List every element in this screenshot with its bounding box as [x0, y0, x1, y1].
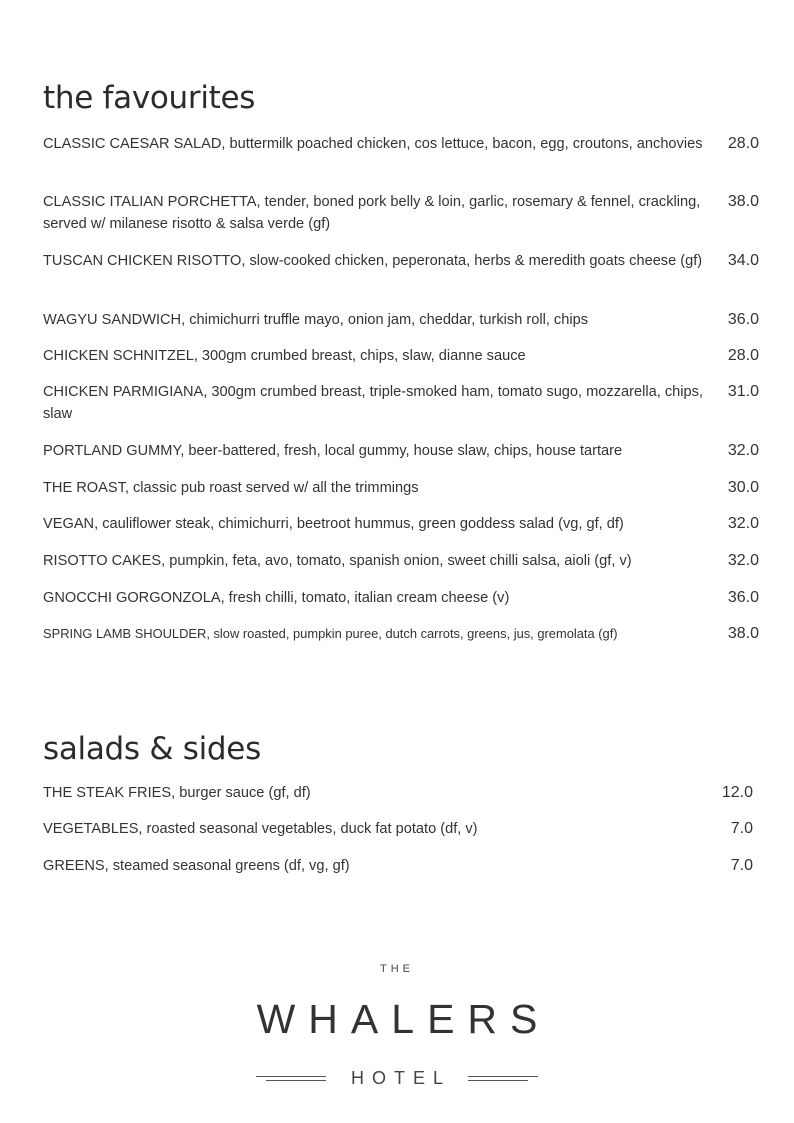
logo-hotel-text: HOTEL — [350, 1068, 451, 1088]
menu-item — [43, 550, 759, 572]
item-description: TUSCAN CHICKEN RISOTTO, slow-cooked chicken, peperonata, herbs & meredith goats cheese (gf) — [43, 253, 703, 269]
item-name: CLASSIC ITALIAN PORCHETTA, — [43, 194, 261, 210]
menu-item — [43, 818, 753, 840]
section-title-favourites: the favourites — [43, 80, 256, 116]
item-name: CLASSIC CAESAR SALAD, — [43, 136, 226, 152]
item-name: VEGAN, — [43, 516, 99, 532]
item-description: SPRING LAMB SHOULDER, slow roasted, pumpkin puree, dutch carrots, greens, jus, gremolata (gf) — [43, 626, 618, 641]
menu-item — [43, 345, 759, 367]
item-description: RISOTTO CAKES, pumpkin, feta, avo, tomato, spanish onion, sweet chilli salsa, aioli (gf, v) — [43, 553, 632, 569]
item-description: GREENS, steamed seasonal greens (df, vg, gf) — [43, 858, 350, 874]
logo-whalers-text: WHALERS — [256, 996, 551, 1042]
item-price: 38.0 — [727, 193, 759, 210]
item-price: 7.0 — [730, 820, 753, 837]
item-name: PORTLAND GUMMY, — [43, 443, 185, 459]
section-title-salads-sides: salads & sides — [43, 731, 261, 767]
menu-item — [43, 309, 759, 331]
menu-item — [43, 623, 759, 645]
logo-hotel-row — [256, 1064, 538, 1092]
item-price: 32.0 — [727, 442, 759, 459]
menu-item — [43, 782, 753, 804]
menu-item — [43, 587, 759, 609]
item-description: WAGYU SANDWICH, chimichurri truffle mayo, onion jam, cheddar, turkish roll, chips — [43, 312, 589, 328]
item-description: PORTLAND GUMMY, beer-battered, fresh, local gummy, house slaw, chips, house tartare — [43, 443, 623, 459]
item-price: 7.0 — [730, 857, 753, 874]
item-name: VEGETABLES, — [43, 821, 143, 837]
item-name: GREENS, — [43, 858, 109, 874]
item-price: 12.0 — [721, 784, 753, 801]
item-description: CLASSIC ITALIAN PORCHETTA, tender, boned pork belly & loin, garlic, rosemary & fennel, crackling, served w/ milanese risotto & salsa verde (gf) — [43, 194, 701, 232]
menu-item — [43, 381, 759, 425]
item-description: CLASSIC CAESAR SALAD, buttermilk poached chicken, cos lettuce, bacon, egg, croutons, anchovies — [43, 136, 703, 152]
menu-item — [43, 250, 759, 272]
menu-item — [43, 191, 759, 235]
item-price: 28.0 — [727, 135, 759, 152]
item-name: WAGYU SANDWICH, — [43, 312, 186, 328]
item-price: 36.0 — [727, 589, 759, 606]
item-description: VEGAN, cauliflower steak, chimichurri, beetroot hummus, green goddess salad (vg, gf, df) — [43, 516, 624, 532]
item-price: 34.0 — [727, 252, 759, 269]
item-name: THE ROAST, — [43, 480, 129, 496]
item-price: 31.0 — [727, 383, 759, 400]
item-price: 32.0 — [727, 515, 759, 532]
item-price: 28.0 — [727, 347, 759, 364]
menu-item — [43, 133, 759, 155]
item-name: THE STEAK FRIES, — [43, 785, 176, 801]
item-price: 30.0 — [727, 479, 759, 496]
menu-item — [43, 477, 759, 499]
logo-rule-right-bottom — [468, 1080, 528, 1081]
item-description: CHICKEN SCHNITZEL, 300gm crumbed breast, chips, slaw, dianne sauce — [43, 348, 526, 364]
item-name: RISOTTO CAKES, — [43, 553, 166, 569]
logo-the-text: THE — [380, 963, 414, 975]
item-price: 36.0 — [727, 311, 759, 328]
item-name: CHICKEN PARMIGIANA, — [43, 384, 208, 400]
menu-item — [43, 513, 759, 535]
logo-rule-right-top — [468, 1076, 538, 1077]
item-description: VEGETABLES, roasted seasonal vegetables, duck fat potato (df, v) — [43, 821, 478, 837]
item-price: 32.0 — [727, 552, 759, 569]
item-name: CHICKEN SCHNITZEL, — [43, 348, 198, 364]
item-name: GNOCCHI GORGONZOLA, — [43, 590, 225, 606]
item-price: 38.0 — [727, 625, 759, 642]
item-name: TUSCAN CHICKEN RISOTTO, — [43, 253, 246, 269]
item-description: THE STEAK FRIES, burger sauce (gf, df) — [43, 785, 311, 801]
item-description: THE ROAST, classic pub roast served w/ all the trimmings — [43, 480, 419, 496]
item-description: CHICKEN PARMIGIANA, 300gm crumbed breast, triple-smoked ham, tomato sugo, mozzarella, chips, slaw — [43, 384, 703, 422]
item-description: GNOCCHI GORGONZOLA, fresh chilli, tomato, italian cream cheese (v) — [43, 590, 510, 606]
item-name: SPRING LAMB SHOULDER, — [43, 626, 210, 641]
menu-item — [43, 855, 753, 877]
menu-item — [43, 440, 759, 462]
